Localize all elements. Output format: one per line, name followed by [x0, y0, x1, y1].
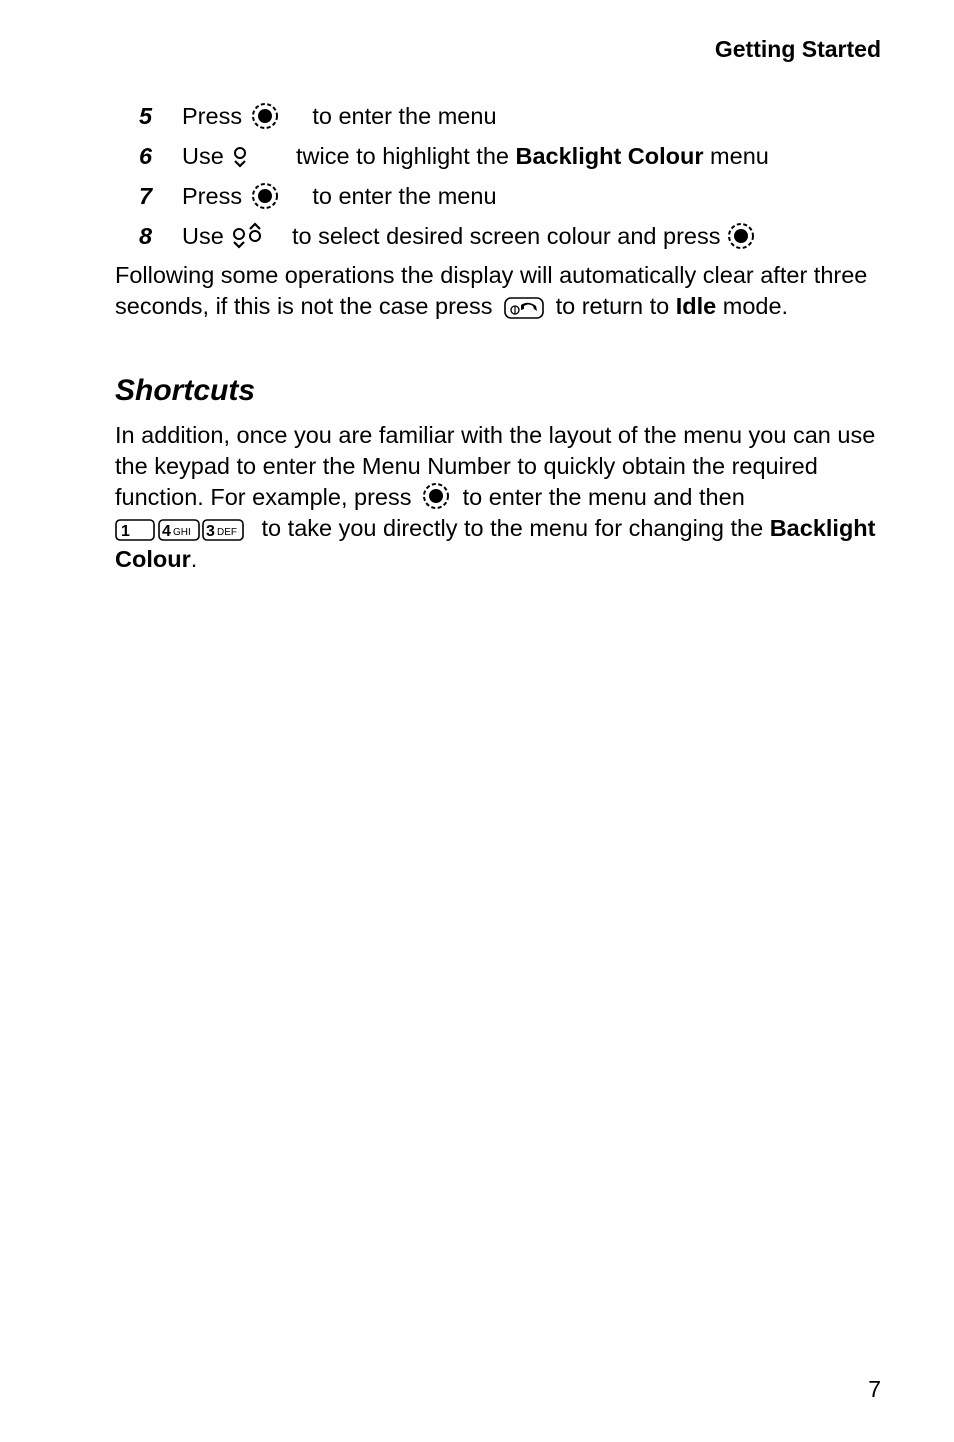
note-text: Following some operations the display will automatically clear after three seconds, if this is not the case press — [115, 262, 868, 319]
menu-name-backlight-colour: Backlight Colour — [115, 515, 876, 572]
shortcuts-text: . — [190, 546, 198, 572]
step-text-part: to enter the menu — [312, 102, 497, 129]
select-key-icon — [422, 482, 450, 510]
step-number: 8 — [139, 222, 153, 249]
step-number: 7 — [139, 182, 153, 209]
step-text-part: Use — [182, 222, 224, 249]
step-number: 5 — [139, 102, 153, 129]
note-text: to return to — [555, 293, 670, 319]
step-number: 6 — [139, 142, 153, 169]
shortcuts-heading: Shortcuts — [115, 374, 256, 407]
menu-name-backlight-colour: Backlight Colour — [515, 142, 704, 169]
step-8 — [115, 220, 780, 252]
shortcuts-text: to take you directly to the menu for changing the — [261, 515, 764, 541]
idle-mode-label: Idle — [675, 293, 717, 319]
shortcuts-text: to enter the menu and then — [462, 484, 745, 510]
step-text-part: to select desired screen colour and press — [292, 222, 721, 249]
note-paragraph — [115, 260, 885, 322]
keypad-keys-icon — [115, 519, 245, 541]
step-text-part: twice to highlight the — [296, 142, 509, 169]
step-text-part: Use — [182, 142, 224, 169]
end-call-key-icon — [504, 297, 544, 319]
shortcuts-text: In addition, once you are familiar with the layout of the menu you can use the keypad to enter the Menu Number to quickly obtain the required function. For example, press — [115, 422, 876, 510]
step-text-part: menu — [710, 142, 769, 169]
key-4-letters: GHI — [173, 527, 191, 538]
key-3-letters: DEF — [217, 527, 237, 538]
key-3-label: 3 — [206, 523, 215, 540]
step-text-part: Press — [182, 102, 243, 129]
key-1-label: 1 — [121, 523, 130, 540]
shortcuts-paragraph — [115, 420, 885, 575]
running-header: Getting Started — [714, 36, 881, 62]
step-text-part: to enter the menu — [312, 182, 497, 209]
note-text: mode. — [722, 293, 789, 319]
page-number: 7 — [868, 1376, 881, 1402]
key-4-label: 4 — [162, 523, 171, 540]
step-text-part: Press — [182, 182, 243, 209]
